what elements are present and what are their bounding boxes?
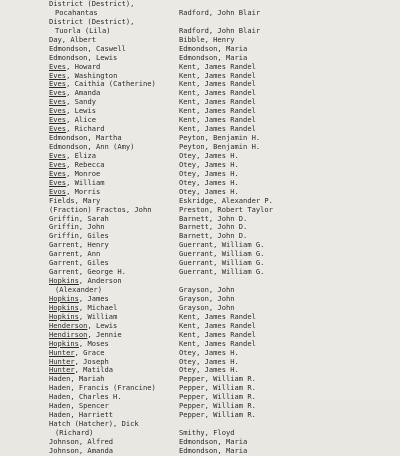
owner-name: Grayson, John (179, 285, 235, 294)
owner-name: Kent, James Randel (179, 311, 256, 321)
owner-name: Bibble, Henry (179, 34, 235, 44)
record-row (49, 429, 394, 438)
owner-name: Otey, James H. (179, 168, 239, 178)
slave-name: Haden, Francis (Francine) (49, 383, 156, 393)
owner-name: Pepper, William R. (179, 410, 256, 420)
owner-name: Guerrant, William G. (179, 267, 265, 277)
owner-name: Guerrant, William G. (179, 258, 265, 268)
owner-name: Grayson, John (179, 293, 235, 303)
owner-name: Kent, James Randel (179, 97, 256, 107)
slave-name: Garrent, Henry (49, 240, 109, 250)
record-list (49, 0, 394, 456)
owner-name: Kent, James Randel (179, 70, 256, 80)
owner-name: Peyton, Benjamin H. (179, 133, 261, 143)
owner-name: Kent, James Randel (179, 124, 256, 134)
slave-name: Eves, Richard (49, 124, 105, 134)
slave-name: Eves, Lewis (49, 106, 96, 116)
slave-name: Hopkins, Moses (49, 338, 109, 348)
slave-name: Pocahantas (55, 7, 98, 17)
slave-name: Hunter, Joseph (49, 356, 109, 366)
owner-name: Eskridge, Alexander P. (179, 195, 273, 205)
slave-name: Eves, Caithia (Catherine) (49, 79, 156, 89)
owner-name: Radford, John Blair (179, 25, 261, 35)
slave-name: Hendirson, Jennie (49, 329, 122, 339)
owner-name: Kent, James Randel (179, 79, 256, 89)
slave-name: Hunter, Matilda (49, 365, 114, 375)
owner-name: Preston, Robert Taylor (179, 204, 273, 214)
slave-name: Eves, Howard (49, 61, 101, 71)
owner-name: Barnett, John D. (179, 213, 248, 223)
slave-name: Hunter, Grace (49, 347, 105, 357)
owner-name: Radford, John Blair (179, 7, 261, 17)
slave-name: Eves, Rebecca (49, 159, 105, 169)
slave-name: Edmondson, Martha (49, 133, 122, 143)
owner-name: Kent, James Randel (179, 88, 256, 98)
slave-name: Griffin, Giles (49, 231, 109, 241)
owner-name: Edmondson, Maria (179, 52, 248, 62)
slave-name: (Fraction) Fractos, John (49, 204, 152, 214)
owner-name: Otey, James H. (179, 356, 239, 366)
slave-name: Hopkins, Anderson (49, 276, 122, 286)
slave-name: Evos, Morris (49, 186, 101, 196)
owner-name: Otey, James H. (179, 150, 239, 160)
slave-name: Haden, Harriett (49, 410, 114, 420)
record-row (49, 420, 394, 429)
slave-name: Garrent, Ann (49, 249, 101, 259)
slave-name: Eves, Sandy (49, 97, 96, 107)
slave-name: District (Destrict), (49, 0, 135, 8)
record-row (49, 411, 394, 420)
owner-name: Smithy, Floyd (179, 428, 235, 437)
slave-name: Eves, William (49, 177, 105, 187)
slave-name: Tuorla (Lila) (55, 25, 111, 35)
slave-name: Hopkins, William (49, 311, 118, 321)
slave-name: Edmondson, Lewis (49, 52, 118, 62)
record-row (49, 393, 394, 402)
owner-name: Kent, James Randel (179, 329, 256, 339)
slave-name: Henderson, Lewis (49, 320, 118, 330)
owner-name: Pepper, William R. (179, 374, 256, 384)
record-row (49, 447, 394, 456)
slave-name: (Alexander) (55, 285, 102, 294)
owner-name: Guerrant, William G. (179, 249, 265, 259)
owner-name: Otey, James H. (179, 159, 239, 169)
slave-name: District (Destrict), (49, 16, 135, 26)
slave-name: Hopkins, James (49, 293, 109, 303)
slave-name: Day, Albert (49, 34, 96, 44)
owner-name: Kent, James Randel (179, 320, 256, 330)
owner-name: Kent, James Randel (179, 115, 256, 125)
owner-name: Barnett, John D. (179, 231, 248, 241)
owner-name: Otey, James H. (179, 347, 239, 357)
owner-name: Kent, James Randel (179, 61, 256, 71)
slave-name: Johnson, Amanda (49, 445, 114, 455)
slave-name: Edmondson, Ann (Amy) (49, 142, 135, 151)
owner-name: Guerrant, William G. (179, 240, 265, 250)
owner-name: Otey, James H. (179, 365, 239, 375)
owner-name: Barnett, John D. (179, 222, 248, 232)
record-row (49, 402, 394, 411)
owner-name: Edmondson, Maria (179, 445, 248, 455)
slave-name: Garrent, Giles (49, 258, 109, 268)
owner-name: Pepper, William R. (179, 383, 256, 393)
record-row (49, 438, 394, 447)
slave-name: Eves, Washington (49, 70, 118, 80)
owner-name: Grayson, John (179, 302, 235, 312)
owner-name: Otey, James H. (179, 177, 239, 187)
owner-name: Edmondson, Maria (179, 43, 248, 53)
owner-name: Peyton, Benjamin H. (179, 142, 261, 151)
owner-name: Pepper, William R. (179, 401, 256, 411)
slave-name: Eves, Alice (49, 115, 96, 125)
slave-name: Haden, Charles H. (49, 392, 122, 402)
slave-name: Eves, Monroe (49, 168, 101, 178)
owner-name: Kent, James Randel (179, 338, 256, 348)
slave-name: Johnson, Alfred (49, 436, 114, 446)
slave-name: Fields, Mary (49, 195, 101, 205)
slave-name: Griffin, Sarah (49, 213, 109, 223)
slave-name: Garrent, George H. (49, 267, 126, 277)
owner-name: Pepper, William R. (179, 392, 256, 402)
slave-name: Hatch (Hatcher), Dick (49, 419, 139, 429)
slave-name: Eves, Amanda (49, 88, 101, 98)
slave-name: Eves, Eliza (49, 150, 96, 160)
slave-name: Hopkins, Michael (49, 302, 118, 312)
slave-name: Haden, Mariah (49, 374, 105, 384)
slave-name: Griffin, John (49, 222, 105, 232)
slave-name: Haden, Spencer (49, 401, 109, 411)
slave-name: (Richard) (55, 428, 94, 437)
owner-name: Edmondson, Maria (179, 436, 248, 446)
slave-name: Edmondson, Caswell (49, 43, 126, 53)
owner-name: Kent, James Randel (179, 106, 256, 116)
owner-name: Otey, James H. (179, 186, 239, 196)
